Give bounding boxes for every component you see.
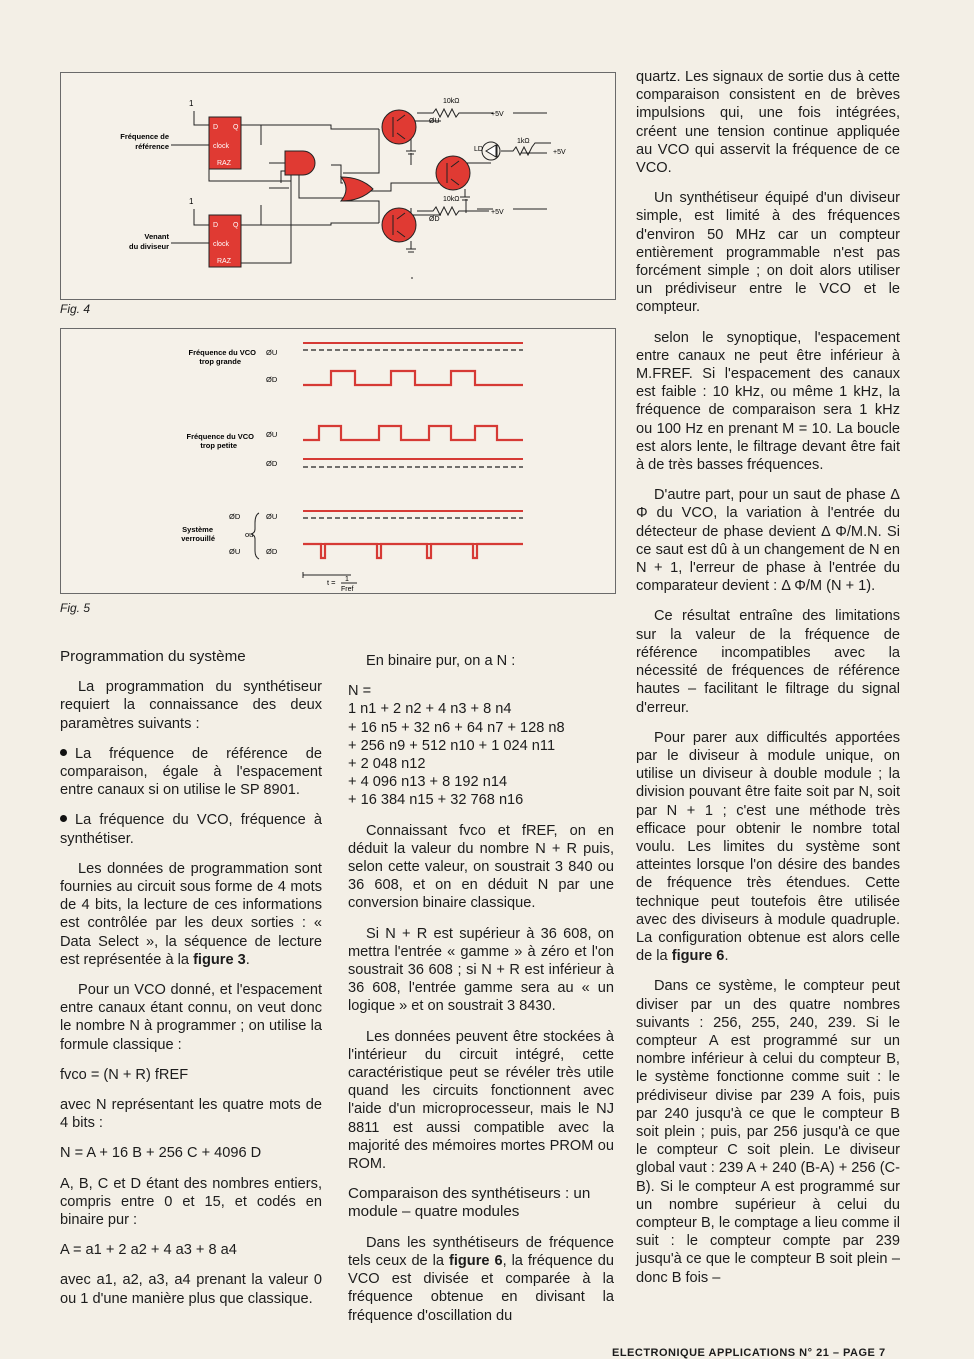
svg-text:RAZ: RAZ xyxy=(217,258,231,265)
one-label-top: 1 xyxy=(189,99,194,108)
svg-text:ØD: ØD xyxy=(229,512,241,521)
formula-a: A = a1 + 2 a2 + 4 a3 + 8 a4 xyxy=(60,1242,237,1259)
figure-3-reference: figure 3 xyxy=(193,951,246,968)
and-gate xyxy=(285,151,315,175)
paragraph: Dans les synthétiseurs de fréquence tels ceux de la figure 6, la fréquence du VCO est divisée et comparée à la fréquence obtenue en divisant la fréquence d'oscillation du xyxy=(348,1234,614,1324)
figure-6-reference: figure 6 xyxy=(671,948,725,965)
svg-text:clock: clock xyxy=(213,143,229,150)
svg-text:ØD: ØD xyxy=(266,375,278,384)
paragraph: D'autre part, pour un saut de phase Δ Φ du VCO, la variation à l'entrée du détecteur de phase devient Δ Φ/M.N. Si ce saut est dû à un changement de N en N + 1, l'erreur de phase à l'entrée du comparateur devient : Δ Φ/M (N + 1). xyxy=(636,487,900,595)
resistor-10k-bottom xyxy=(417,207,489,215)
section-heading-programmation: Programmation du système xyxy=(60,648,246,665)
bullet-item: La fréquence de référence de comparaison, égale à l'espacement entre canaux si on utilise le SP 8901. xyxy=(60,745,322,799)
paragraph: Connaissant fvco et fREF, on en déduit la valeur du nombre N + R puis, selon cette valeur, on soustrait 3 840 ou 36 608, et on en déduit N par une conversion binaire classique. xyxy=(348,822,614,912)
svg-text:ØD: ØD xyxy=(266,547,278,556)
figure-6-reference: figure 6 xyxy=(448,1252,503,1269)
paragraph: Pour parer aux difficultés apportées par le diviseur à module unique, on utilise un diviseur à double module ; la division pouvant être faite soit par N, soit par N + 1 ; c'est une méthode très efficace pour obtenir le nombre total voulu. Les limites du système sont atteintes lorsque l'on désire des bandes de fréquence très étendues. Cette technique peut toutefois être utilisée avec des diviseurs à module quadruple. La configuration obtenue est alors celle de la figure 6. xyxy=(636,729,900,965)
wave-locked-pulses xyxy=(303,544,523,558)
paragraph: Ce résultat entraîne des limitations sur la valeur de la fréquence de référence incompatibles avec la nécessité de fréquences de référence hautes – facilitant le filtrage du signal d'erreur. xyxy=(636,608,900,716)
transistor-ld xyxy=(436,156,470,190)
locked-label-1: Système xyxy=(182,525,213,534)
svg-text:D: D xyxy=(213,124,219,131)
transistor-u xyxy=(382,110,416,144)
svg-text:ØU: ØU xyxy=(266,430,278,439)
figure-4-caption: Fig. 4 xyxy=(60,302,91,316)
binary-expansion xyxy=(348,682,614,809)
svg-text:Fref: Fref xyxy=(341,586,354,593)
paragraph: Si N + R est supérieur à 36 608, on mettra l'entrée « gamme » à zéro et l'on soustrait 36 608 ; si N + R est inférieur à 36 608, l'entrée gamme sera au « un logique » et on soustrait 3 8430. xyxy=(348,925,614,1015)
wave-phi-d-high xyxy=(303,371,523,385)
left-column xyxy=(60,648,322,1320)
paragraph: A, B, C et D étant des nombres entiers, compris entre 0 et 15, et codés en binaire pur : xyxy=(60,1175,322,1229)
figure-4-schematic xyxy=(61,73,615,299)
or-gate xyxy=(341,177,373,201)
divider-label-2: du diviseur xyxy=(128,242,169,251)
binary-line: + 256 n9 + 512 n10 + 1 024 n11 xyxy=(348,737,556,754)
section-heading-comparaison: Comparaison des synthétiseurs : un module – quatre modules xyxy=(348,1185,591,1221)
paragraph: avec a1, a2, a3, a4 prenant la valeur 0 ou 1 d'une manière plus que classique. xyxy=(60,1272,322,1307)
figure-5-timing-diagram xyxy=(61,329,615,593)
svg-text:1kΩ: 1kΩ xyxy=(517,138,530,145)
svg-text:1: 1 xyxy=(345,576,349,583)
svg-text:+5V: +5V xyxy=(491,209,504,216)
formula-n: N = A + 16 B + 256 C + 4096 D xyxy=(60,1145,262,1162)
ref-freq-label-1: Fréquence de xyxy=(120,132,169,141)
figure-5-waveforms xyxy=(303,343,523,558)
paragraph: Dans ce système, le compteur peut diviser par un des quatre nombres suivants : 256, 255, 240, 239. Si le compteur A est programmé sur un nombre inférieur à celui du compteur B, le système fonctionne comme suit : le prédiviseur divise par 239 A fois, puis par 240 jusqu'à ce que le compteur B soit plein ; puis, par 256 jusqu'à ce que le compteur C soit plein. Le diviseur global vaut : 239 A + 240 (B-A) + 256 (C-B). Si le compteur A est programmé sur un nombre supérieur à celui du compteur B, le comptage a lieu comme il suit : le compteur compte par 239 jusqu'à ce que le compteur B soit plein – donc B fois – xyxy=(636,978,900,1286)
binary-line: + 16 n5 + 32 n6 + 64 n7 + 128 n8 xyxy=(348,719,565,736)
svg-text:LD: LD xyxy=(474,146,483,153)
paragraph: Les données peuvent être stockées à l'intérieur du circuit intégré, cette caractéristique peut se révéler très utile quand les circuits fonctionnent avec l'aide d'un microprocesseur, mais le NJ 8811 est aussi compatible avec la majorité des mémoires mortes PROM ou ROM. xyxy=(348,1028,614,1173)
led xyxy=(486,145,497,157)
one-label-bottom: 1 xyxy=(189,197,194,206)
binary-line: + 16 384 n15 + 32 768 n16 xyxy=(348,792,524,809)
svg-text:D: D xyxy=(213,222,219,229)
figure-5-caption: Fig. 5 xyxy=(60,601,91,615)
svg-text:10kΩ: 10kΩ xyxy=(443,196,460,203)
svg-text:ØU: ØU xyxy=(229,547,241,556)
svg-text:ou: ou xyxy=(245,530,254,539)
transistor-d xyxy=(382,208,416,242)
vco-high-label-2: trop grande xyxy=(199,357,241,366)
divider-label-1: Venant xyxy=(144,232,169,241)
svg-text:+5V: +5V xyxy=(553,149,566,156)
vco-low-label-1: Fréquence du VCO xyxy=(186,432,254,441)
binary-line: + 2 048 n12 xyxy=(348,756,426,773)
flip-flop-bottom xyxy=(209,215,241,267)
paragraph: La programmation du synthétiseur requiert la connaissance des deux paramètres suivants : xyxy=(60,679,322,732)
binary-line: 1 n1 + 2 n2 + 4 n3 + 8 n4 xyxy=(348,701,512,718)
bullet-icon xyxy=(60,749,67,756)
page-footer: ELECTRONIQUE APPLICATIONS N° 21 – PAGE 7 xyxy=(612,1347,886,1359)
paragraph: quartz. Les signaux de sortie dus à cette comparaison consistent en de brèves impulsions qui, une fois intégrées, créent une tension continue appliquée au VCO qui asservit la fréquence de ce VCO. xyxy=(636,69,900,177)
svg-text:10kΩ: 10kΩ xyxy=(443,98,460,105)
figure-4 xyxy=(60,72,616,300)
phi-u-label: ØU xyxy=(429,118,440,125)
paragraph: selon le synoptique, l'espacement entre canaux ne peut être inférieur à M.FREF. Si l'espacement des canaux est faible : 10 kHz, ou même 1 kHz, la fréquence de comparaison sera 1 kHz ou 100 Hz en prenant M = 10. La boucle est alors lente, le filtrage devant être fait à de très basses fréquences. xyxy=(636,329,900,474)
flip-flop-top xyxy=(209,117,241,169)
svg-text:t =: t = xyxy=(327,578,336,587)
paragraph: avec N représentant les quatre mots de 4 bits : xyxy=(60,1097,322,1132)
phi-d-label: ØD xyxy=(429,216,440,223)
middle-column xyxy=(348,652,614,1337)
paragraph: Les données de programmation sont fournies au circuit sous forme de 4 mots de 4 bits, la lecture de ces informations est contrôlée par les deux sorties : « Data Select », la séquence de lecture est représentée à la figure 3. xyxy=(60,860,322,968)
vco-high-label-1: Fréquence du VCO xyxy=(188,348,256,357)
svg-text:RAZ: RAZ xyxy=(217,160,231,167)
bullet-icon xyxy=(60,815,67,822)
paragraph: En binaire pur, on a N : xyxy=(366,653,516,669)
svg-text:ØD: ØD xyxy=(266,459,278,468)
wave-phi-u-low xyxy=(303,426,523,440)
svg-text:ØU: ØU xyxy=(266,348,278,357)
svg-text:Q: Q xyxy=(233,124,239,131)
paragraph: Pour un VCO donné, et l'espacement entre canaux étant connu, on veut donc le nombre N à programmer ; on utilise la formule classique : xyxy=(60,982,322,1053)
vco-low-label-2: trop petite xyxy=(200,441,237,450)
binary-line: N = xyxy=(348,683,372,700)
locked-label-2: verrouillé xyxy=(181,534,215,543)
figure-5 xyxy=(60,328,616,594)
bullet-item: La fréquence du VCO, fréquence à synthétiser. xyxy=(60,812,322,847)
formula-fvco: fvco = (N + R) fREF xyxy=(60,1066,189,1083)
resistor-10k-top xyxy=(417,109,489,117)
svg-text:+5V: +5V xyxy=(491,111,504,118)
svg-text:clock: clock xyxy=(213,241,229,248)
svg-text:ØU: ØU xyxy=(266,512,278,521)
right-column xyxy=(636,68,900,1299)
svg-text:Q: Q xyxy=(233,222,239,229)
paragraph: Un synthétiseur équipé d'un diviseur simple, est limité à des fréquences d'environ 50 MHz car un compteur entièrement programmable n'est pas forcément simple ; on doit alors utiliser un prédiviseur entre le VCO et le compteur. xyxy=(636,190,900,316)
ref-freq-label-2: référence xyxy=(135,142,169,151)
binary-line: + 4 096 n13 + 8 192 n14 xyxy=(348,774,508,791)
